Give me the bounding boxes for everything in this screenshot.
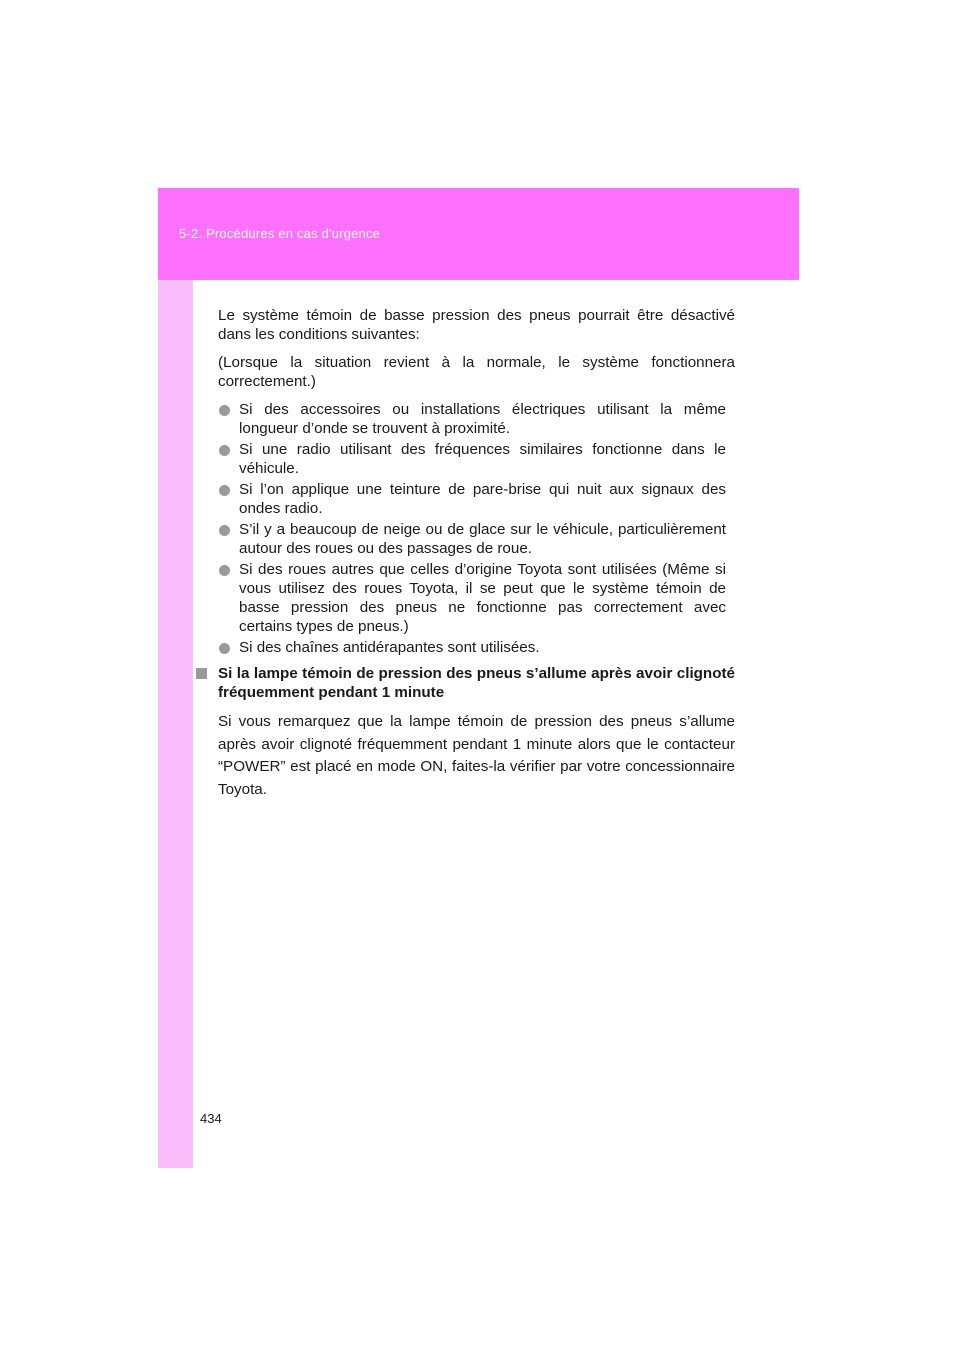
list-item <box>218 400 735 438</box>
list-item <box>218 520 735 558</box>
chapter-title: 5-2. Procédures en cas d'urgence <box>179 226 381 241</box>
section-body: Si vous remarquez que la lampe témoin de pression des pneus s’allume après avoir clignoté fréquemment pendant 1 minute alors que le contacteur “POWER” est placé en mode ON, faites-la vérifier par votre concessionnaire Toyota. <box>218 713 735 798</box>
page-sidebar-band <box>158 188 193 1168</box>
list-item <box>218 480 735 518</box>
bullet-dot-icon <box>219 405 230 416</box>
list-item <box>218 560 735 636</box>
warning-section <box>218 664 735 801</box>
bullet-dot-icon <box>219 445 230 456</box>
bullet-dot-icon <box>219 525 230 536</box>
intro-note: (Lorsque la situation revient à la normale, le système fonctionnera correctement.) <box>218 354 735 390</box>
list-item-text: Si des roues autres que celles d’origine Toyota sont utilisées (Même si vous utilisez des roues Toyota, il se peut que le système témoin de basse pression des pneus ne fonctionne pas correctement avec certains types de pneus.) <box>239 561 726 635</box>
list-item-text: Si l’on applique une teinture de pare-brise qui nuit aux signaux des ondes radio. <box>239 481 726 517</box>
section-title: Si la lampe témoin de pression des pneus s’allume après avoir clignoté fréquemment pendant 1 minute <box>218 665 735 701</box>
intro-paragraph: Le système témoin de basse pression des pneus pourrait être désactivé dans les conditions suivantes: <box>218 307 735 343</box>
page-content <box>218 306 735 801</box>
list-item <box>218 440 735 478</box>
bullet-dot-icon <box>219 643 230 654</box>
list-item-text: S’il y a beaucoup de neige ou de glace sur le véhicule, particulièrement autour des roues ou des passages de roue. <box>239 521 726 557</box>
list-item-text: Si des accessoires ou installations électriques utilisant la même longueur d’onde se trouvent à proximité. <box>239 401 726 437</box>
list-item-text: Si des chaînes antidérapantes sont utilisées. <box>239 639 540 656</box>
list-item-text: Si une radio utilisant des fréquences similaires fonctionne dans le véhicule. <box>239 441 726 477</box>
chapter-header <box>158 188 799 280</box>
list-item <box>218 638 735 657</box>
page-number: 434 <box>200 1111 222 1126</box>
bullet-dot-icon <box>219 485 230 496</box>
bullet-dot-icon <box>219 565 230 576</box>
square-bullet-icon <box>196 668 207 679</box>
condition-list <box>218 400 735 657</box>
